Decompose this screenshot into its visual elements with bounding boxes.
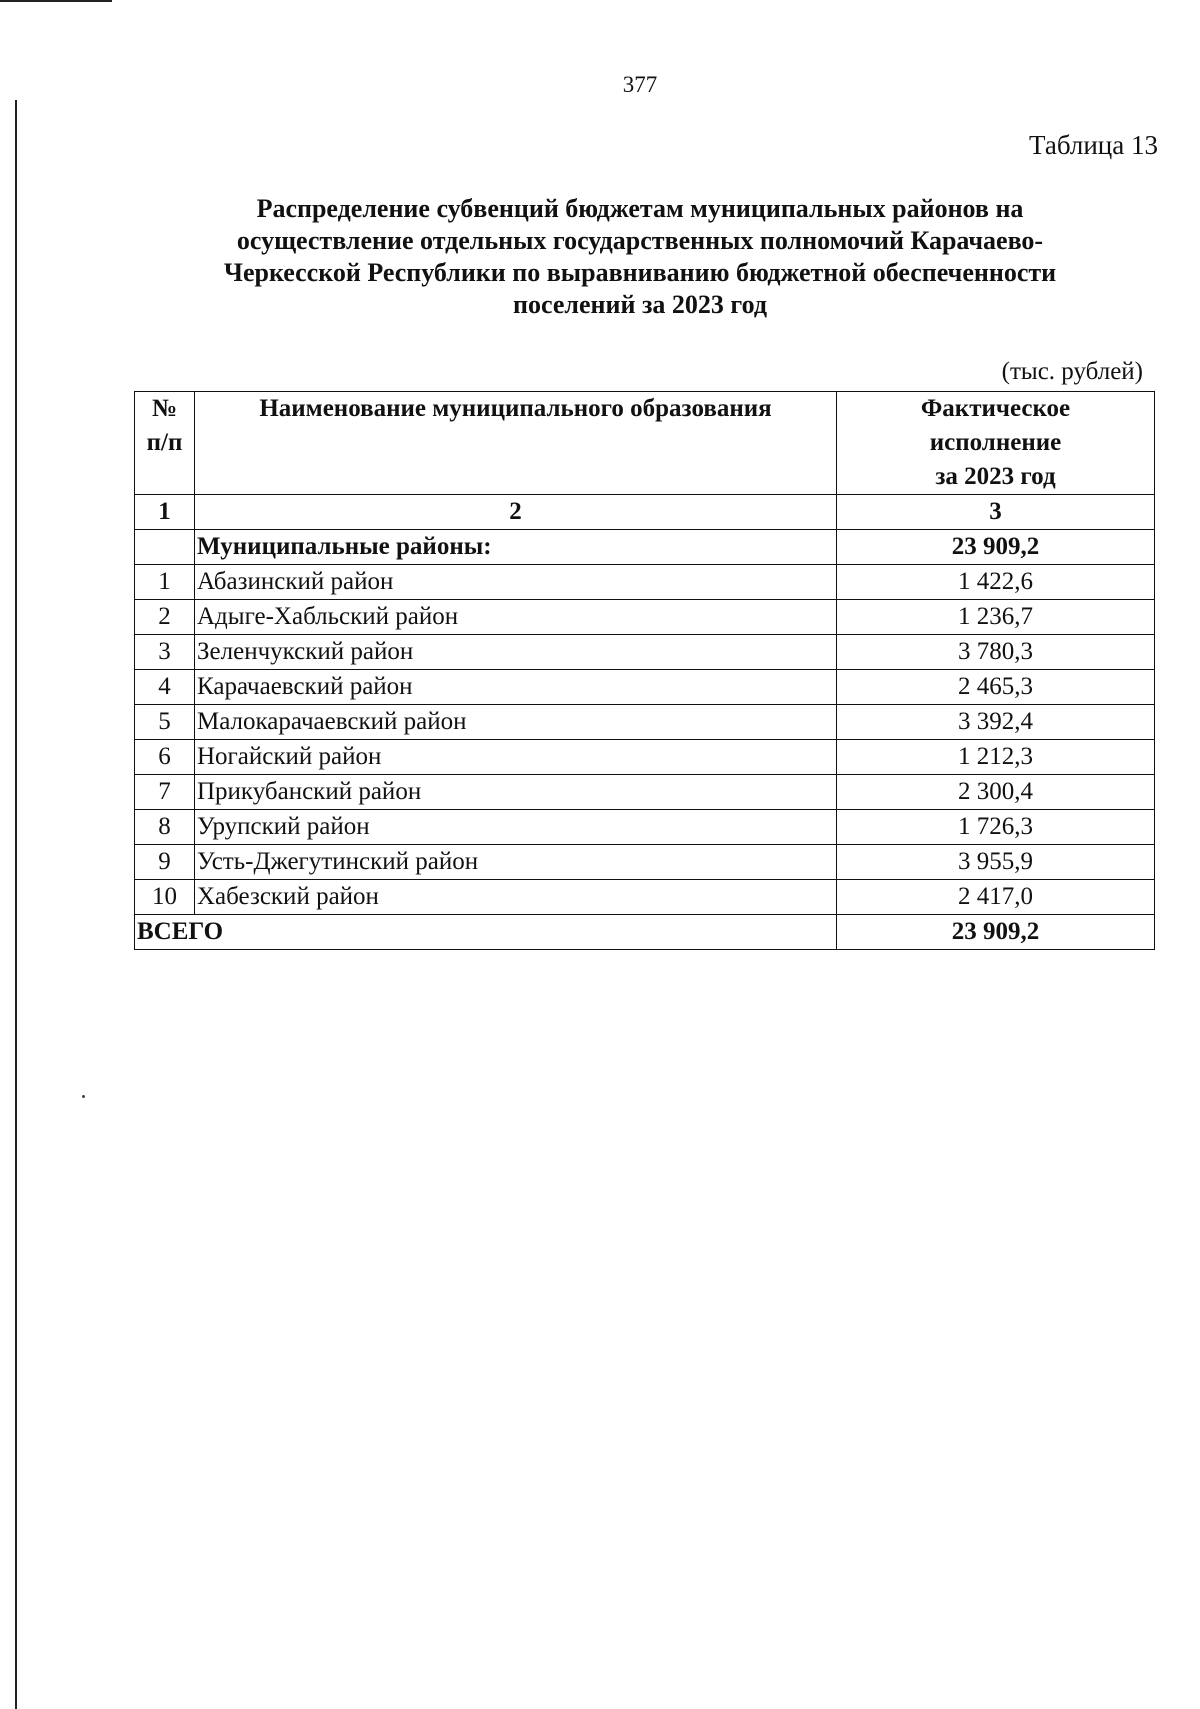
table-label: Таблица 13 bbox=[1029, 130, 1158, 160]
table-row bbox=[135, 740, 1155, 775]
scan-edge-left bbox=[15, 100, 17, 1709]
scan-speck bbox=[82, 1095, 85, 1098]
document-title bbox=[140, 193, 1140, 321]
row-name: Малокарачаевский район bbox=[195, 705, 837, 740]
row-number: 8 bbox=[135, 810, 195, 845]
row-value: 3 955,9 bbox=[837, 845, 1155, 880]
header-number-line: п/п bbox=[146, 429, 183, 456]
table-row bbox=[135, 775, 1155, 810]
row-name: Усть-Джегутинский район bbox=[195, 845, 837, 880]
row-number: 1 bbox=[135, 565, 195, 600]
row-number: 4 bbox=[135, 670, 195, 705]
row-name: Прикубанский район bbox=[195, 775, 837, 810]
table-row bbox=[135, 565, 1155, 600]
table-row bbox=[135, 600, 1155, 635]
header-number bbox=[135, 392, 195, 495]
table-row bbox=[135, 705, 1155, 740]
table-row bbox=[135, 845, 1155, 880]
row-value: 1 422,6 bbox=[837, 565, 1155, 600]
row-name: Карачаевский район bbox=[195, 670, 837, 705]
scan-edge-top bbox=[0, 0, 112, 2]
row-value: 3 392,4 bbox=[837, 705, 1155, 740]
row-number: 6 bbox=[135, 740, 195, 775]
table-header-row bbox=[135, 392, 1155, 495]
column-numbers-row bbox=[135, 495, 1155, 530]
row-name: Хабезский район bbox=[195, 880, 837, 915]
row-name: Урупский район bbox=[195, 810, 837, 845]
table-row bbox=[135, 880, 1155, 915]
row-value: 1 212,3 bbox=[837, 740, 1155, 775]
title-line: Распределение субвенций бюджетам муниципальных районов на bbox=[256, 194, 1024, 223]
row-number: 7 bbox=[135, 775, 195, 810]
title-line: поселений за 2023 год bbox=[513, 290, 767, 319]
row-name: Адыге-Хабльский район bbox=[195, 600, 837, 635]
row-value: 3 780,3 bbox=[837, 635, 1155, 670]
subtotal-label: Муниципальные районы: bbox=[195, 530, 837, 565]
row-number: 5 bbox=[135, 705, 195, 740]
row-value: 1 236,7 bbox=[837, 600, 1155, 635]
header-value-line: за 2023 год bbox=[935, 463, 1056, 490]
subventions-table bbox=[134, 391, 1155, 950]
page-number: 377 bbox=[622, 72, 658, 97]
row-number: 2 bbox=[135, 600, 195, 635]
column-number: 2 bbox=[195, 495, 837, 530]
total-value: 23 909,2 bbox=[837, 915, 1155, 950]
title-line: Черкесской Республики по выравниванию бюджетной обеспеченности bbox=[223, 258, 1057, 287]
row-name: Ногайский район bbox=[195, 740, 837, 775]
row-name: Зеленчукский район bbox=[195, 635, 837, 670]
total-label: ВСЕГО bbox=[135, 915, 837, 950]
units-label: (тыс. рублей) bbox=[1001, 358, 1143, 385]
header-number-line: № bbox=[151, 395, 178, 422]
table-row bbox=[135, 635, 1155, 670]
header-value bbox=[837, 392, 1155, 495]
row-number: 9 bbox=[135, 845, 195, 880]
row-number: 3 bbox=[135, 635, 195, 670]
total-row bbox=[135, 915, 1155, 950]
header-value-line: Фактическое bbox=[920, 395, 1071, 422]
header-name: Наименование муниципального образования bbox=[195, 392, 837, 495]
column-number: 3 bbox=[837, 495, 1155, 530]
row-number: 10 bbox=[135, 880, 195, 915]
row-value: 2 300,4 bbox=[837, 775, 1155, 810]
subtotal-row bbox=[135, 530, 1155, 565]
row-value: 2 465,3 bbox=[837, 670, 1155, 705]
row-value: 2 417,0 bbox=[837, 880, 1155, 915]
title-line: осуществление отдельных государственных полномочий Карачаево- bbox=[236, 226, 1044, 255]
header-value-line: исполнение bbox=[929, 429, 1062, 456]
subtotal-value: 23 909,2 bbox=[837, 530, 1155, 565]
column-number: 1 bbox=[135, 495, 195, 530]
row-name: Абазинский район bbox=[195, 565, 837, 600]
row-value: 1 726,3 bbox=[837, 810, 1155, 845]
table-row bbox=[135, 810, 1155, 845]
table-row bbox=[135, 670, 1155, 705]
subtotal-number bbox=[135, 530, 195, 565]
